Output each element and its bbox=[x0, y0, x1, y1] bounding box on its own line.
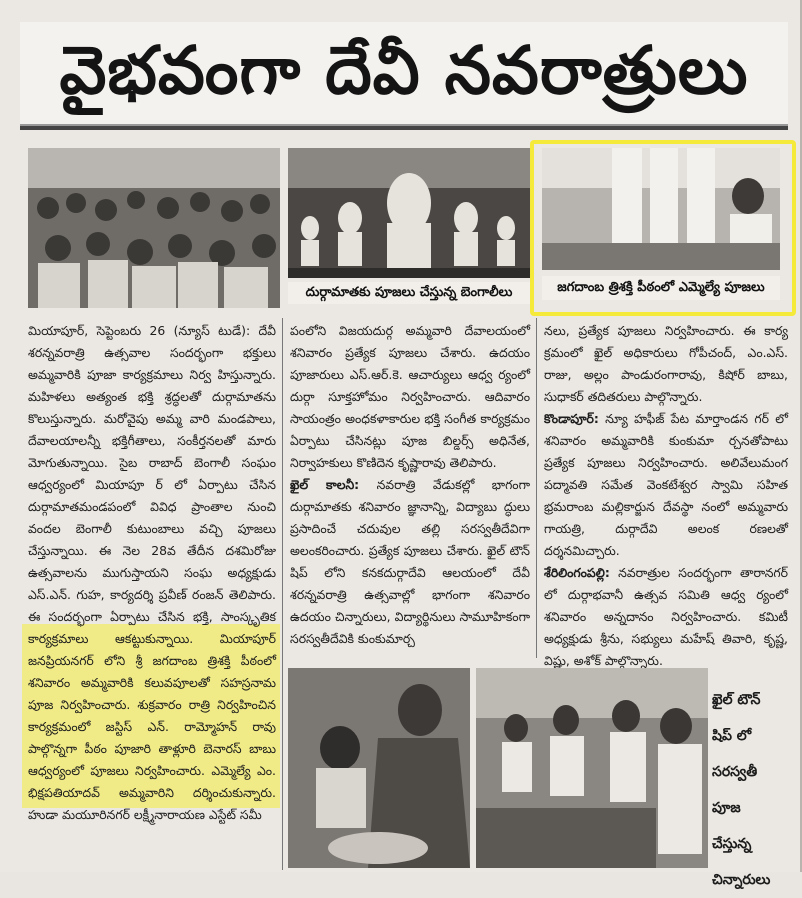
column-right bbox=[544, 320, 788, 668]
photo-crowd bbox=[28, 148, 280, 308]
article-text-right-a: నలు, ప్రత్యేక పూజలు నిర్వహించారు. ఈ కార్య క్రమంలో ఖైల్ అధికారులు గోపీచంద్, ఎం.ఎస్. రాజు, అల్లం పాండురంగారావు, కిషోర్ బాబు, సుధాకర్ తదితరులు పాల్గొన్నారు. bbox=[544, 323, 788, 404]
side-caption-line: చేస్తున్న bbox=[712, 836, 752, 852]
column-left bbox=[28, 320, 276, 868]
column-rule bbox=[282, 318, 283, 870]
photo-crowd-image bbox=[28, 148, 280, 308]
side-caption-line: పూజ bbox=[712, 800, 741, 816]
photo-children-puja-image bbox=[476, 668, 708, 868]
caption-photo-mla-puja: జగదాంబ త్రిశక్తి పీఠంలో ఎమ్మెల్యే పూజలు bbox=[542, 276, 780, 300]
side-caption bbox=[712, 682, 794, 898]
side-caption-line: ఖైల్ టౌన్ bbox=[712, 692, 761, 708]
article-text-middle-b: నవరాత్రి వేడుకల్లో భాగంగా దుర్గామాతకు శనివారం జ్ఞానాన్ని, విద్యాబు ద్ధులు ప్రసాదించే చదువుల తల్లి సరస్వతీదేవిగా అలంకరించారు. ప్రత్యేక పూజలు చేశారు. ఖైల్ టౌన్ షిప్ లోని కనకదుర్గాదేవి ఆలయంలో దేవీ శరన్నవరాత్రి ఉత్సవాల్లో భాగంగా శనివారం ఉదయం చిన్నారులు, విద్యార్థినులు సామూహికంగా సరస్వతీదేవికి కుంకుమార్చ bbox=[290, 477, 530, 646]
column-middle bbox=[290, 320, 530, 660]
side-caption-line: సరస్వతీ bbox=[712, 764, 758, 780]
column-rule bbox=[536, 318, 537, 658]
side-caption-line: షిప్ లో bbox=[712, 728, 752, 744]
photo-idols-image bbox=[288, 148, 530, 278]
article-text-middle-a: పంలోని విజయదుర్గ అమ్మవారి దేవాలయంలో శనివారం ప్రత్యేక పూజలు చేశారు. ఉదయం పూజారులు ఎస్.ఆర్.కె. ఆచార్యులు ఆధ్వ ర్యంలో దుర్గా సూక్తహోమం నిర్వహించారు. ఆదివారం సాయంత్రం అంధకళాకారుల భక్తి సంగీత కార్యక్రమం ఏర్పాటు చేసినట్లు పూజ బిల్డర్స్ అధినేత, నిర్వాహకులు కొణిదెన కృష్ణారావు తెలిపారు. bbox=[290, 323, 530, 470]
photo-mother-child bbox=[288, 668, 470, 868]
photo-mla-puja bbox=[542, 148, 780, 270]
dateline-khail-colony: ఖైల్ కాలనీ: bbox=[290, 477, 360, 492]
photo-children-puja bbox=[476, 668, 708, 868]
side-caption-line: చిన్నారులు bbox=[712, 872, 771, 888]
photo-mla-puja-image bbox=[542, 148, 780, 270]
headline-box bbox=[20, 22, 788, 130]
article-text-right-b: న్యూ హఫీజ్ పేట మార్తాండన గర్ లో శనివారం అమ్మవారికి కుంకుమా ర్చనతోపాటు ప్రత్యేక పూజలు నిర్వహించారు. అలివేలుమంగ పద్మావతి సమేత వెంకటేశ్వర స్వామి సహిత భ్రమరాంబ మల్లికార్జున దేవస్థా నంలో అమ్మవారు గాయత్రి, దుర్గాదేవి అలంక రణలతో దర్శనమిచ్చారు. bbox=[544, 411, 788, 558]
photo-mother-child-image bbox=[288, 668, 470, 868]
dateline-kondapur: కొండాపూర్: bbox=[544, 411, 599, 426]
article-text-left: మియాపూర్, సెప్టెంబరు 26 (న్యూస్ టుడే): దేవీ శరన్నవరాత్రి ఉత్సవాల సందర్భంగా భక్తులు అమ్మవారికి పూజా కార్యక్రమాలు నిర్వ హిస్తున్నారు. మహిళలు అత్యంత భక్తి శ్రద్ధలతో దుర్గామాతను కొలుస్తున్నారు. మరోవైపు అమ్మ వారి మండపాలు, దేవాలయాలన్నీ భక్తిగీతాలు, సంకీర్తనలతో మారు మోగుతున్నాయి. సైబ రాబాద్ బెంగాలీ సంఘం ఆధ్వర్యంలో మియాపూ ర్ లో ఏర్పాటు చేసిన దుర్గామాతమండపంలో వివిధ ప్రాంతాల నుంచి వందల బెంగాలీ కుటుంబాలు వచ్చి పూజలు చేస్తున్నాయి. ఈ నెల 28వ తేదీన దశమిరోజు ఉత్సవాలను ముగుస్తాయని సంఘ అధ్యక్షుడు ఎస్.ఎన్. గుహ, కార్యదర్శి ప్రవీణ్ రంజన్ తెలిపారు. ఈ సందర్భంగా ఏర్పాటు చేసిన భక్తి, సాంస్కృతిక కార్యక్రమాలు ఆకట్టుకున్నాయి. మియాపూర్ జనప్రియనగర్ లోని శ్రీ జగదాంబ త్రిశక్తి పీఠంలో శనివారం అమ్మవారికి కలువపూలతో సహస్రనామ పూజ నిర్వహించారు. శుక్రవారం రాత్రి నిర్వహించిన కార్యక్రమంలో జస్టిస్ ఎన్. రామ్మోహన్ రావు పాల్గొన్నగా పీఠం పూజారి తాళ్లూరి బెనారస్ బాబు ఆధ్వర్యంలో పూజలు నిర్వహించారు. ఎమ్మెల్యే ఎం. భిక్షపతియాదవ్ అమ్మవారిని దర్శించుకున్నారు. హుడా మయూరినగర్ లక్ష్మీనారాయణ ఎస్టేట్ సమీ bbox=[28, 323, 276, 822]
article-text-right-c: నవరాత్రుల సందర్భంగా తారానగర్ లో దుర్గాభవానీ ఉత్సవ సమితి ఆధ్వ ర్యంలో శనివారం అన్నదానం నిర్వహించారు. కమిటీ అధ్యక్షుడు శ్రీను, సభ్యులు మహేష్ తివారి, కృష్ణ, విష్ణు, అశోక్ పాల్గొన్నారు. bbox=[544, 565, 788, 668]
photo-idols bbox=[288, 148, 530, 278]
caption-photo-idols: దుర్గామాతకు పూజలు చేస్తున్న బెంగాలీలు bbox=[288, 282, 530, 304]
dateline-serilingampally: శేరిలింగంపల్లి: bbox=[544, 565, 610, 580]
headline: వైభవంగా దేవీ నవరాత్రులు bbox=[59, 32, 749, 109]
